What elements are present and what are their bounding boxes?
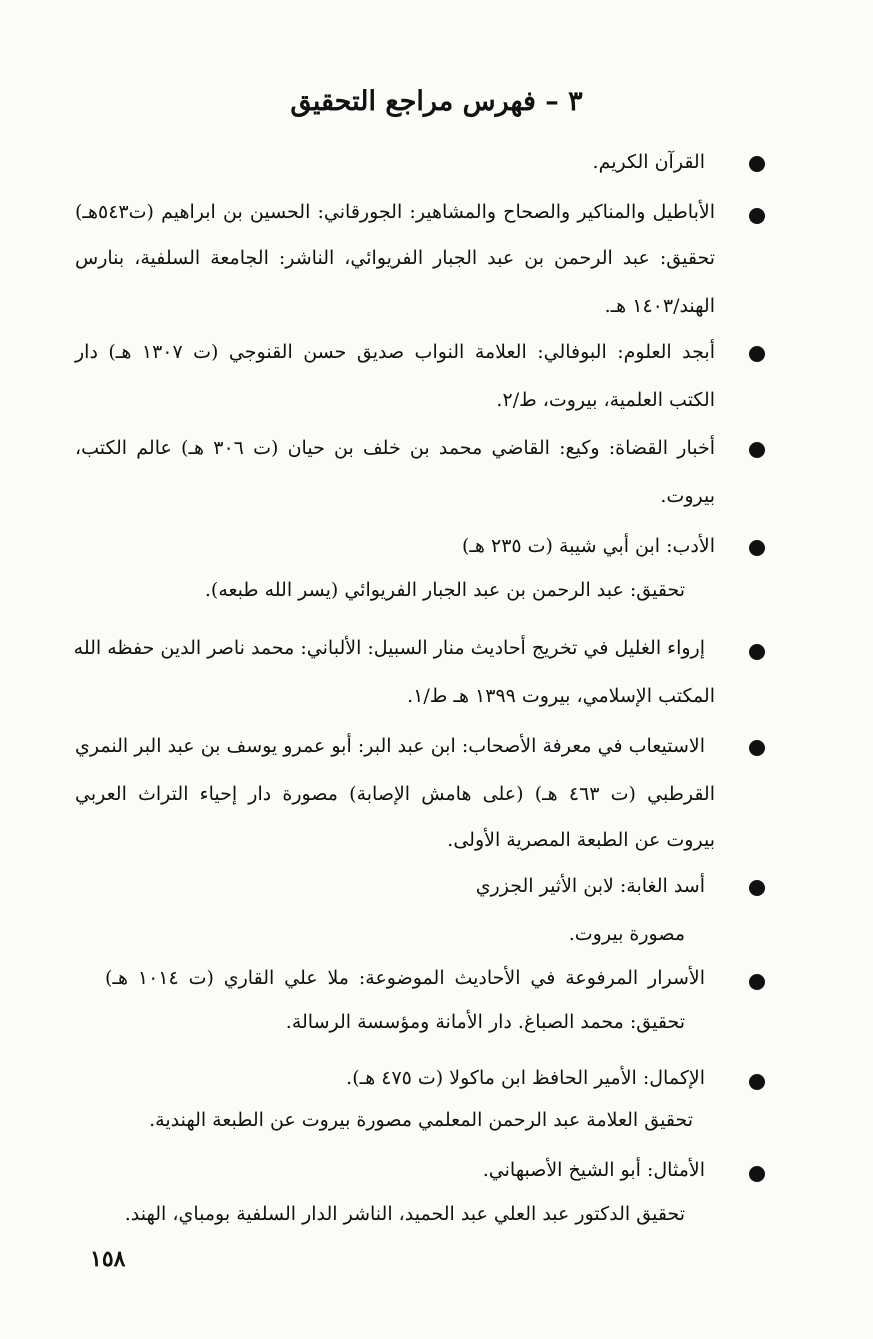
reference-entry — [0, 870, 873, 950]
entry-line: بيروت. — [660, 485, 715, 507]
reference-entry — [0, 1064, 873, 1144]
page-number: ١٥٨ — [90, 1246, 126, 1272]
entry-line: تحقيق العلامة عبد الرحمن المعلمي مصورة بيروت عن الطبعة الهندية. — [149, 1109, 693, 1131]
entry-line: الأمثال: أبو الشيخ الأصبهاني. — [482, 1159, 705, 1181]
entry-line: أسد الغابة: لابن الأثير الجزري — [475, 875, 705, 897]
bullet-icon — [749, 1074, 765, 1090]
entry-line: بيروت عن الطبعة المصرية الأولى. — [447, 829, 715, 851]
reference-entry — [0, 432, 873, 512]
reference-entry — [0, 198, 873, 318]
entry-line: القرطبي (ت ٤٦٣ هـ) (على هامش الإصابة) مصورة دار إحياء التراث العربي — [75, 783, 716, 805]
reference-entry — [0, 1156, 873, 1236]
entry-line: تحقيق: محمد الصباغ. دار الأمانة ومؤسسة الرسالة. — [285, 1011, 685, 1033]
entry-line: مصورة بيروت. — [568, 923, 685, 945]
bullet-icon — [749, 974, 765, 990]
entry-line: الأباطيل والمناكير والصحاح والمشاهير: الجورقاني: الحسين بن ابراهيم (ت٥٤٣هـ) — [75, 201, 715, 223]
entry-line: الهند/١٤٠٣ هـ. — [604, 295, 715, 317]
bullet-icon — [749, 208, 765, 224]
bullet-icon — [749, 644, 765, 660]
reference-entry — [0, 964, 873, 1044]
bullet-icon — [749, 880, 765, 896]
bullet-icon — [749, 740, 765, 756]
bullet-icon — [749, 346, 765, 362]
bullet-icon — [749, 1166, 765, 1182]
bullet-icon — [749, 156, 765, 172]
reference-entry — [0, 336, 873, 416]
entry-line: الاستيعاب في معرفة الأصحاب: ابن عبد البر: أبو عمرو يوسف بن عبد البر النمري — [75, 735, 705, 757]
entry-line: الأدب: ابن أبي شيبة (ت ٢٣٥ هـ) — [461, 535, 715, 557]
entry-line: تحقيق: عبد الرحمن بن عبد الجبار الفريوائي (يسر الله طبعه). — [204, 579, 685, 601]
entry-line: تحقيق الدكتور عبد العلي عبد الحميد، الناشر الدار السلفية بومباي، الهند. — [124, 1203, 685, 1225]
entry-line: إرواء الغليل في تخريج أحاديث منار السبيل: الألباني: محمد ناصر الدين حفظه الله — [73, 637, 705, 659]
reference-entry — [0, 530, 873, 610]
entry-line: الأسرار المرفوعة في الأحاديث الموضوعة: ملا علي القاري (ت ١٠١٤ هـ) — [105, 967, 705, 989]
reference-entry — [0, 632, 873, 712]
entry-line: تحقيق: عبد الرحمن بن عبد الجبار الفريوائي، الناشر: الجامعة السلفية، بنارس — [75, 247, 715, 269]
reference-entry — [0, 730, 873, 860]
entry-line: المكتب الإسلامي، بيروت ١٣٩٩ هـ ط/١. — [407, 685, 715, 707]
reference-entry — [0, 146, 873, 186]
entry-line: أخبار القضاة: وكيع: القاضي محمد بن خلف بن حيان (ت ٣٠٦ هـ) عالم الكتب، — [75, 437, 715, 459]
entry-line: الإكمال: الأمير الحافظ ابن ماكولا (ت ٤٧٥ هـ). — [346, 1067, 705, 1089]
bullet-icon — [749, 442, 765, 458]
entry-line: الكتب العلمية، بيروت، ط/٢. — [496, 389, 715, 411]
entry-line: القرآن الكريم. — [592, 151, 705, 173]
bullet-icon — [749, 540, 765, 556]
page-title: ٣ – فهرس مراجع التحقيق — [290, 86, 583, 117]
entry-line: أبجد العلوم: البوفالي: العلامة النواب صديق حسن القنوجي (ت ١٣٠٧ هـ) دار — [75, 341, 715, 363]
